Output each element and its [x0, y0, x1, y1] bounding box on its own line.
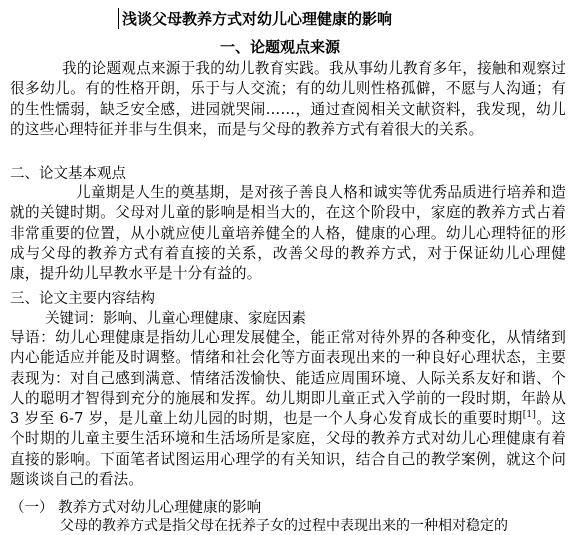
section-2-paragraph: 儿童期是人生的奠基期，是对孩子善良人格和诚实等优秀品质进行培养和造就的关键时期。父母对儿童的影响是相当大的，在这个阶段中，家庭的教养方式占着非常重要的位置，从小就应使儿童培养健全的人格，健康的心理。幼儿心理特征的形成与父母的教养方式有着直接的关系，改善父母的教养方式，对于保证幼儿心理健康，提升幼儿早教水平是十分有益的。 — [10, 184, 566, 283]
section-2-heading: 二、论文基本观点 — [10, 166, 126, 182]
citation-ref: [1] — [522, 410, 537, 421]
subsection-1-heading: （一） 教养方式对幼儿心理健康的影响 — [10, 500, 262, 516]
section-1-heading: 一、论题观点来源 — [220, 38, 341, 56]
introduction-text-a: 导语：幼儿心理健康是指幼儿心理发展健全，能正常对待外界的各种变化，从情绪到内心能适应并能及时调整。情绪和社会化等方面表现出来的一种良好心理状态，主要表现为：对自己感到满意、情绪活泼愉快、能适应周围环境、人际关系友好和谐、个人的聪明才智得到充分的施展和发挥。幼儿期即儿童正式入学前的一段时期，年龄从 3 岁至 6-7 岁，是儿童上幼儿园的时期，也是一个人身心发育成长的重要时期 — [10, 329, 566, 428]
section-3-heading: 三、论文主要内容结构 — [10, 291, 155, 307]
document-title: 浅谈父母教养方式对幼儿心理健康的影响 — [118, 8, 392, 29]
introduction-paragraph — [10, 328, 566, 490]
keywords-line: 关键词：影响、儿童心理健康、家庭因素 — [45, 311, 306, 327]
section-1-paragraph: 我的论题观点来源于我的幼儿教育实践。我从事幼儿教育多年，接触和观察过很多幼儿。有的性格开朗，乐于与人交流；有的幼儿则性格孤僻，不愿与人沟通；有的生性懦弱，缺乏安全感，进园就哭闹……，通过查阅相关文献资料，我发现，幼儿的这些心理特征并非与生俱来，而是与父母的教养方式有着很大的关系。 — [10, 60, 566, 138]
introduction-text-b: 。这个时期的儿童主要生活环境和生活场所是家庭，父母的教养方式对幼儿心理健康有着直接的影响。下面笔者试图运用心理学的有关知识，结合自己的教学案例，就这个问题谈谈自己的看法。 — [10, 410, 567, 489]
cut-off-line: 父母的教养方式是指父母在抚养子女的过程中表现出来的一种相对稳定的 — [60, 518, 508, 534]
